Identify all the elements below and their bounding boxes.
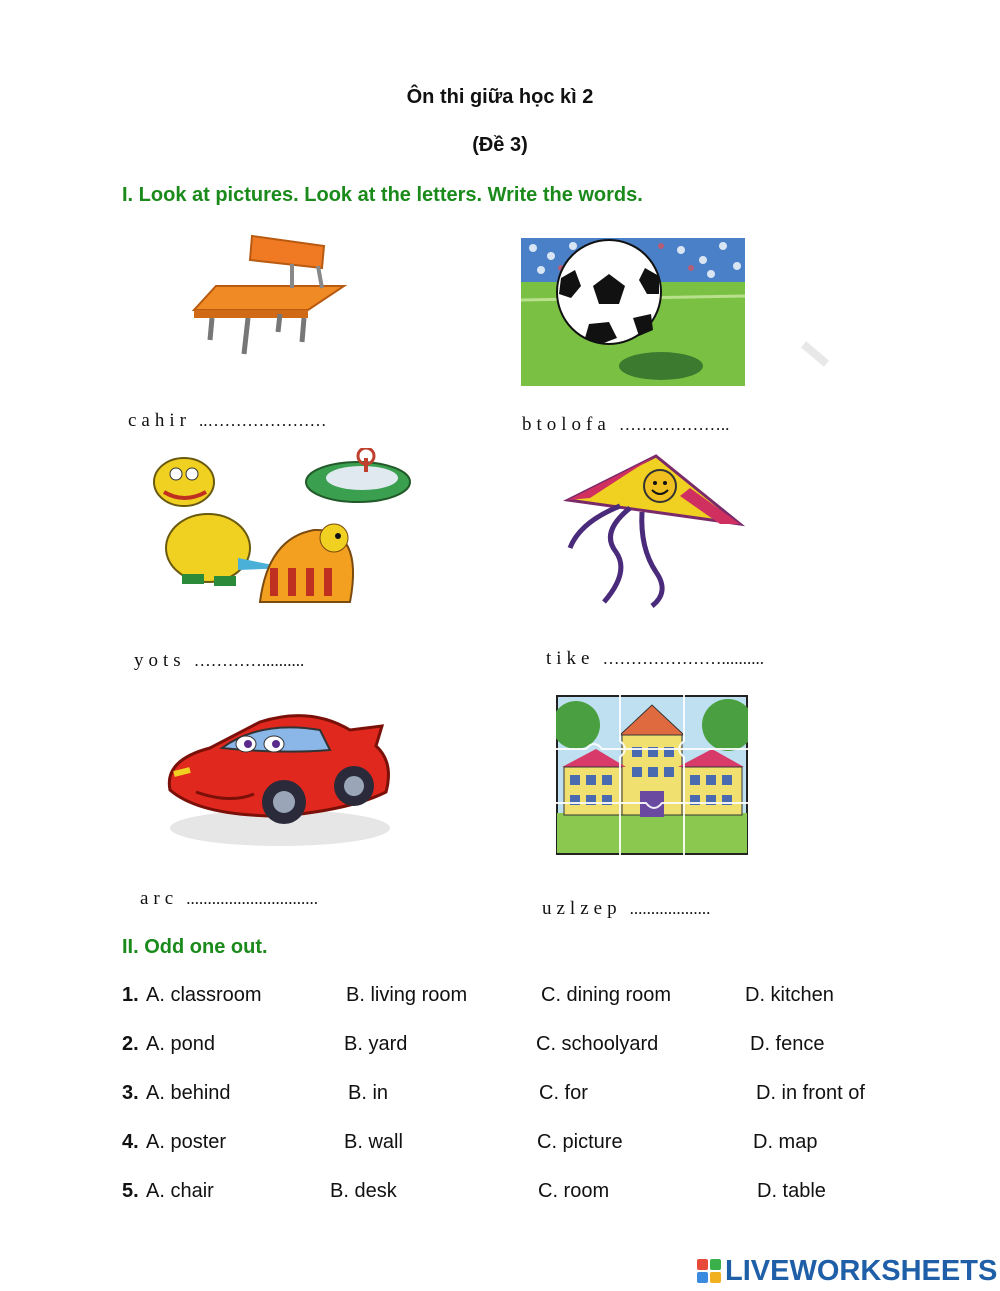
word-item-5 <box>140 888 318 910</box>
chair-icon <box>132 228 364 358</box>
logo-text: LIVEWORKSHEETS <box>725 1254 998 1287</box>
car-icon <box>150 700 400 852</box>
option-4c[interactable]: C. picture <box>537 1131 623 1153</box>
word-item-1 <box>128 410 326 432</box>
option-5c[interactable]: C. room <box>538 1180 610 1202</box>
word-item-2 <box>522 414 729 436</box>
answer-blank-4[interactable]: ………………….......... <box>602 649 764 668</box>
option-2a[interactable]: A. pond <box>146 1033 215 1055</box>
option-1d[interactable]: D. kitchen <box>745 984 834 1006</box>
option-4d[interactable]: D. map <box>753 1131 818 1153</box>
letters-5: arc <box>140 888 179 909</box>
answer-blank-5[interactable]: ............................... <box>186 889 318 908</box>
letters-4: tike <box>546 648 595 669</box>
option-5a[interactable]: A. chair <box>146 1180 214 1202</box>
kite-icon <box>560 452 750 608</box>
football-icon <box>521 238 745 386</box>
option-1c[interactable]: C. dining room <box>541 984 672 1006</box>
question-number-2: 2. <box>122 1033 139 1055</box>
page-subtitle: (Đề 3) <box>472 134 528 156</box>
option-2d[interactable]: D. fence <box>750 1033 825 1055</box>
option-5b[interactable]: B. desk <box>330 1180 397 1202</box>
option-4a[interactable]: A. poster <box>146 1131 227 1153</box>
option-3c[interactable]: C. for <box>539 1082 588 1104</box>
liveworksheets-logo[interactable] <box>697 1254 997 1288</box>
word-item-3 <box>134 650 304 672</box>
option-3d[interactable]: D. in front of <box>756 1082 865 1104</box>
page-title: Ôn thi giữa học kì 2 <box>406 86 594 108</box>
section-2-heading: II. Odd one out. <box>122 936 268 958</box>
word-item-4 <box>546 648 764 670</box>
question-number-1: 1. <box>122 984 139 1006</box>
word-item-6 <box>542 898 710 920</box>
option-3b[interactable]: B. in <box>348 1082 389 1104</box>
option-1a[interactable]: A. classroom <box>146 984 262 1006</box>
answer-blank-2[interactable]: ……………….. <box>618 415 730 434</box>
letters-6: uzlzep <box>542 898 622 919</box>
answer-blank-1[interactable]: ..………………… <box>198 411 327 430</box>
option-5d[interactable]: D. table <box>757 1180 826 1202</box>
section-1-heading: I. Look at pictures. Look at the letters. Write the words. <box>122 184 643 206</box>
option-3a[interactable]: A. behind <box>146 1082 231 1104</box>
option-4b[interactable]: B. wall <box>344 1131 403 1153</box>
puzzle-icon <box>556 695 748 855</box>
question-number-5: 5. <box>122 1180 139 1202</box>
option-1b[interactable]: B. living room <box>346 984 468 1006</box>
letters-1: cahir <box>128 410 191 431</box>
toys-icon <box>138 448 414 608</box>
option-2b[interactable]: B. yard <box>344 1033 408 1055</box>
answer-blank-6[interactable]: ................... <box>629 899 711 918</box>
question-number-3: 3. <box>122 1082 139 1104</box>
letters-3: yots <box>134 650 186 671</box>
letters-2: btolofa <box>522 414 611 435</box>
answer-blank-3[interactable]: ………….......... <box>193 651 305 670</box>
watermark-mark <box>801 341 829 366</box>
logo-squares-icon <box>697 1259 721 1283</box>
question-number-4: 4. <box>122 1131 139 1153</box>
option-2c[interactable]: C. schoolyard <box>536 1033 659 1055</box>
